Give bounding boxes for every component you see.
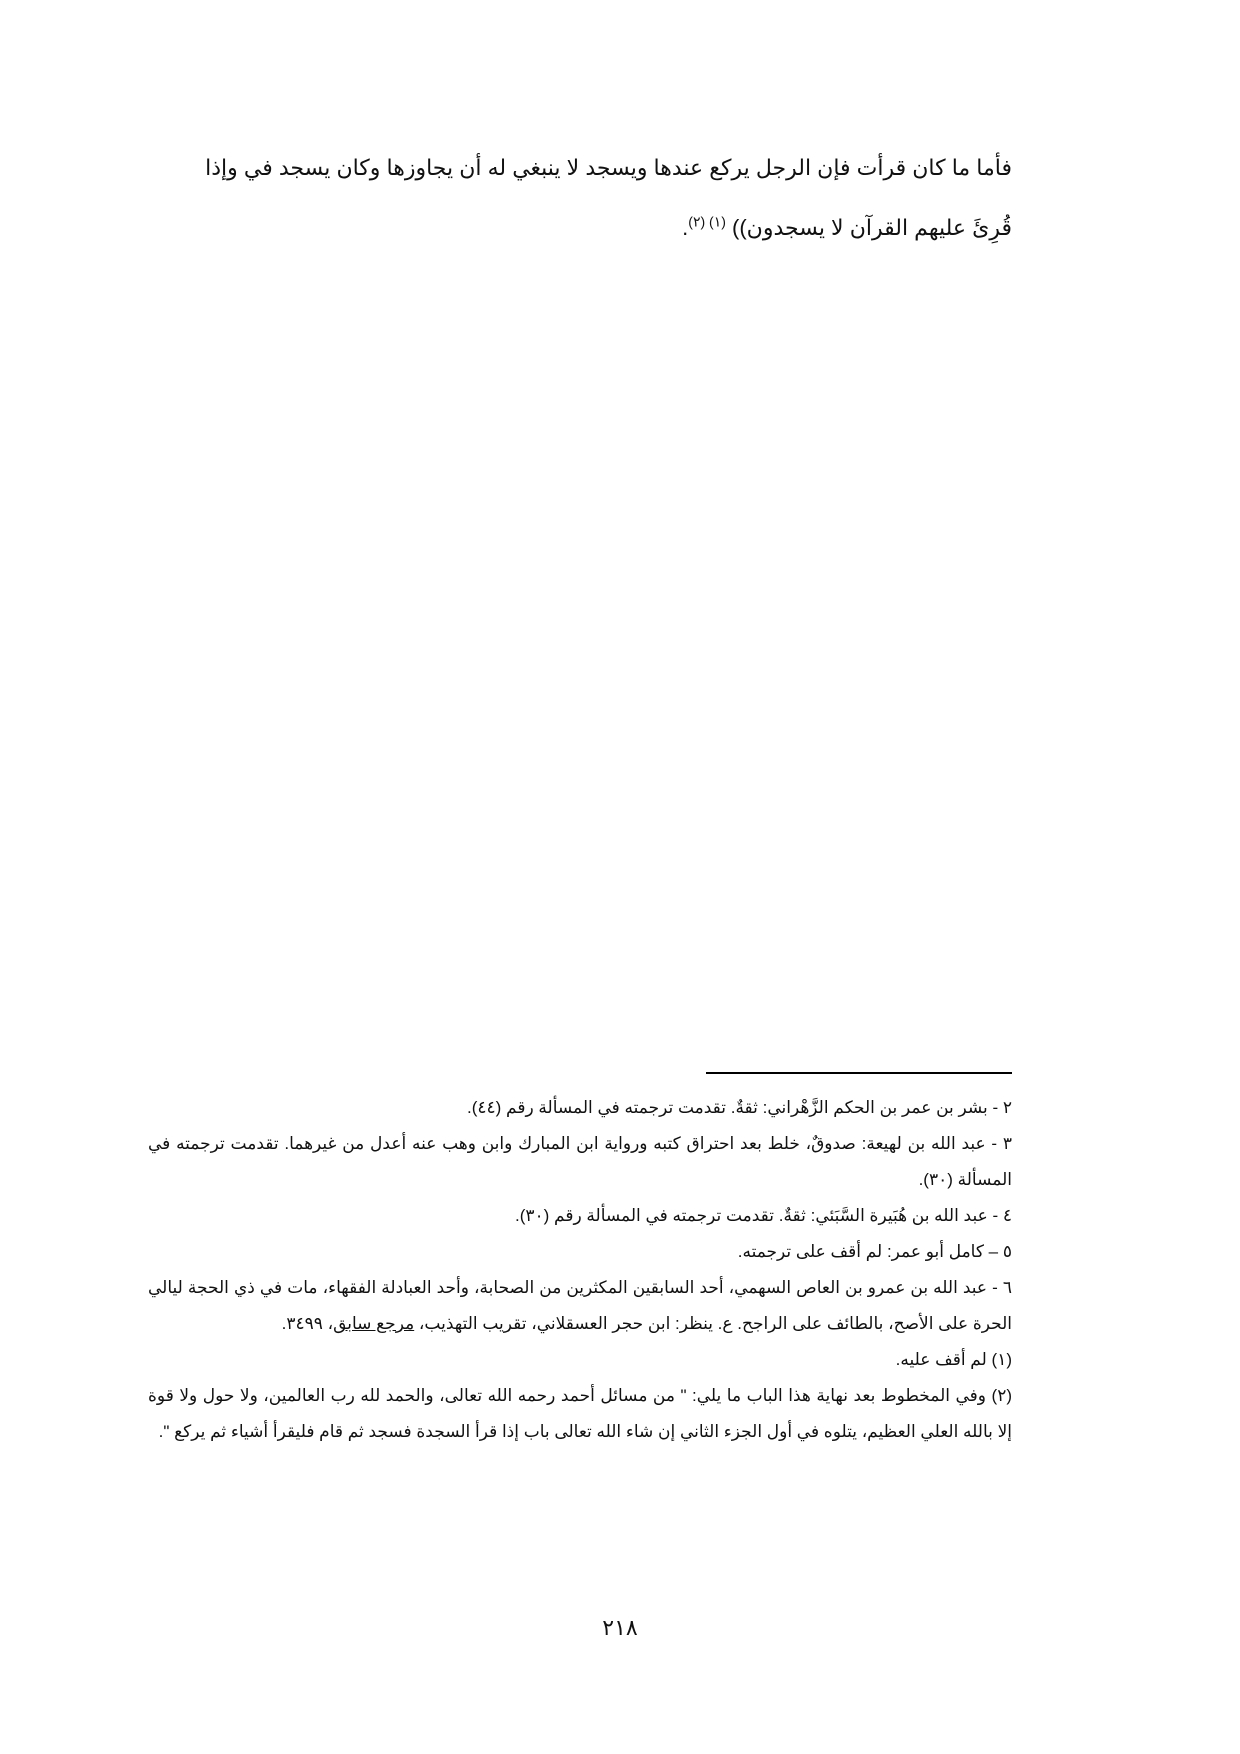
footnote-a: (١) لم أقف عليه. xyxy=(895,1350,1012,1369)
footnote-6-end: ، ٣٤٩٩. xyxy=(281,1314,334,1333)
main-line-2 xyxy=(148,198,1012,258)
footnote-separator xyxy=(706,1072,1012,1074)
footnotes xyxy=(148,1090,1012,1450)
footnote-3: ٣ - عبد الله بن لهيعة: صدوقٌ، خلط بعد احتراق كتبه ورواية ابن المبارك وابن وهب عنه أعدل من غيرهما. تقدمت ترجمته في المسألة (٣٠). xyxy=(148,1134,1012,1189)
footnote-6-reference: مرجع سابق xyxy=(333,1314,415,1333)
footnote-4: ٤ - عبد الله بن هُبَيرة السَّبَئي: ثقةٌ. تقدمت ترجمته في المسألة رقم (٣٠). xyxy=(515,1206,1012,1225)
footnote-refs: (١) (٢) xyxy=(688,213,726,230)
main-line-2-end: . xyxy=(682,215,689,240)
footnote-2: ٢ - بشر بن عمر بن الحكم الزَّهْراني: ثقةٌ. تقدمت ترجمته في المسألة رقم (٤٤). xyxy=(467,1098,1012,1117)
main-line-2-text: قُرِئَ عليهم القرآن لا يسجدون)) xyxy=(732,215,1012,240)
footnote-6-text: ٦ - عبد الله بن عمرو بن العاص السهمي، أحد السابقين المكثرين من الصحابة، وأحد العبادلة الفقهاء، مات في ذي الحجة ليالي الحرة على الأصح، بالطائف على الراجح. ع. ينظر: ابن حجر العسقلاني، تقريب التهذيب، xyxy=(148,1278,1012,1333)
main-text xyxy=(148,138,1012,258)
page-number: ٢١٨ xyxy=(602,1615,638,1640)
footnote-5: ٥ – كامل أبو عمر: لم أقف على ترجمته. xyxy=(737,1242,1012,1261)
footnote-6 xyxy=(148,1270,1012,1342)
footnote-b: (٢) وفي المخطوط بعد نهاية هذا الباب ما يلي: " من مسائل أحمد رحمه الله تعالى، والحمد لله رب العالمين، ولا حول ولا قوة إلا بالله العلي العظيم، يتلوه في أول الجزء الثاني إن شاء الله تعالى باب إذا قرأ السجدة فسجد ثم قام فليقرأ أشياء ثم يركع ". xyxy=(148,1386,1012,1441)
main-line-1: فأما ما كان قرأت فإن الرجل يركع عندها ويسجد لا ينبغي له أن يجاوزها وكان يسجد في وإذا xyxy=(205,155,1012,180)
